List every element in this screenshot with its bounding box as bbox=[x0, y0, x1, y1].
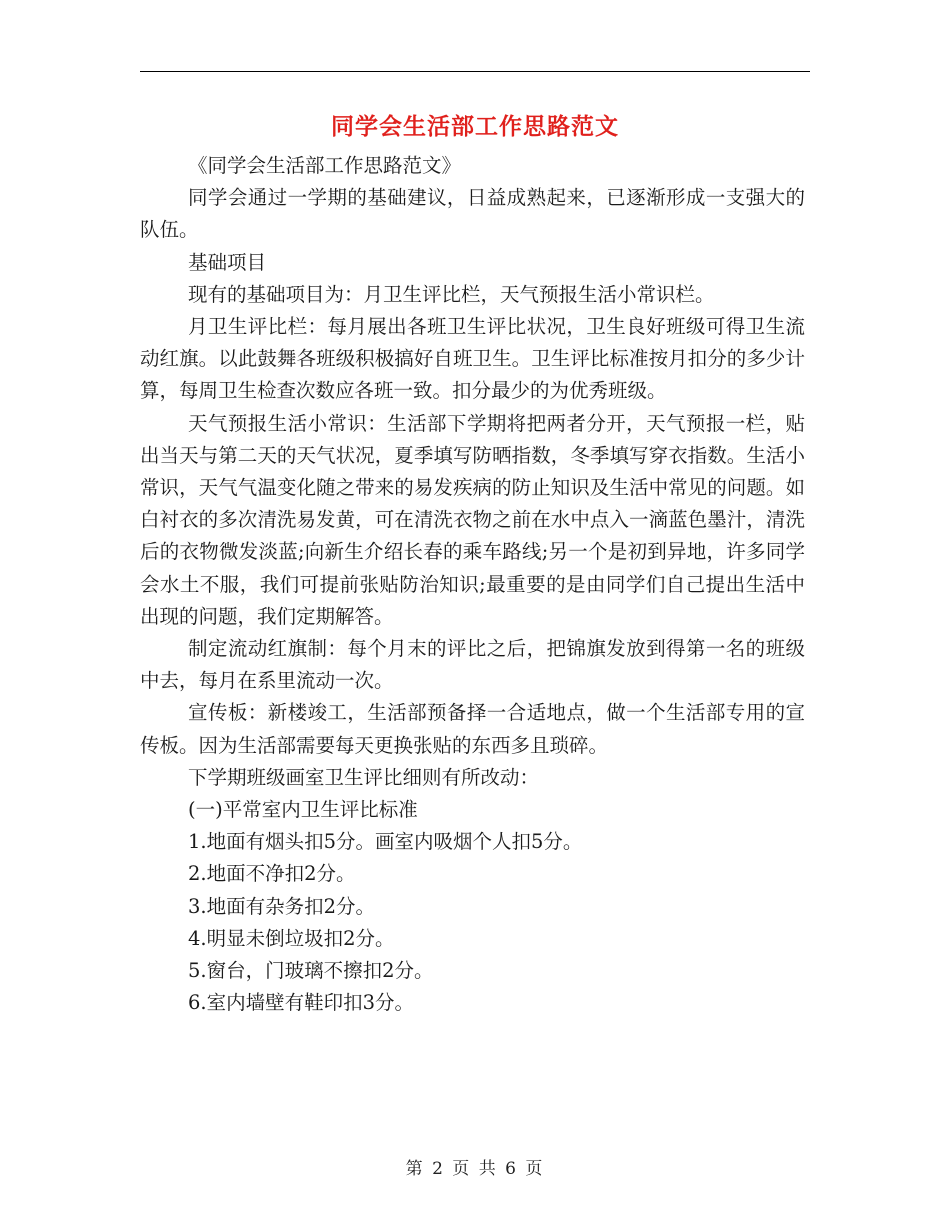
list-item: 5.窗台，门玻璃不擦扣2分。 bbox=[188, 959, 434, 983]
paragraph: 《同学会生活部工作思路范文》 bbox=[188, 154, 462, 177]
list-item: 1.地面有烟头扣5分。画室内吸烟个人扣5分。 bbox=[188, 830, 583, 854]
document-title: 同学会生活部工作思路范文 bbox=[331, 114, 619, 140]
paragraph: 月卫生评比栏：每月展出各班卫生评比状况，卫生良好班级可得卫生流动红旗。以此鼓舞各班级积极搞好自班卫生。卫生评比标准按月扣分的多少计算，每周卫生检查次数应各班一致。扣分最少的为优秀班级。 bbox=[140, 315, 805, 403]
paragraph: 制定流动红旗制：每个月末的评比之后，把锦旗发放到得第一名的班级中去，每月在系里流动一次。 bbox=[140, 637, 805, 693]
paragraph: 同学会通过一学期的基础建议，日益成熟起来，已逐渐形成一支强大的队伍。 bbox=[140, 186, 805, 242]
section-heading: 基础项目 bbox=[188, 250, 267, 274]
list-heading: (一)平常室内卫生评比标准 bbox=[188, 798, 418, 822]
page-number-footer: 第 2 页 共 6 页 bbox=[405, 1159, 545, 1179]
paragraph: 宣传板：新楼竣工，生活部预备择一合适地点，做一个生活部专用的宣传板。因为生活部需要每天更换张贴的东西多且琐碎。 bbox=[140, 701, 805, 757]
list-item: 6.室内墙壁有鞋印扣3分。 bbox=[188, 991, 415, 1015]
list-item: 4.明显未倒垃圾扣2分。 bbox=[188, 926, 395, 950]
list-item: 3.地面有杂务扣2分。 bbox=[188, 894, 376, 918]
list-item: 2.地面不净扣2分。 bbox=[188, 862, 356, 886]
paragraph: 下学期班级画室卫生评比细则有所改动： bbox=[188, 765, 540, 789]
header-rule bbox=[140, 71, 810, 72]
paragraph: 天气预报生活小常识：生活部下学期将把两者分开，天气预报一栏，贴出当天与第二天的天气状况，夏季填写防晒指数，冬季填写穿衣指数。生活小常识，天气气温变化随之带来的易发疾病的防止知识及生活中常见的问题。如白衬衣的多次清洗易发黄，可在清洗衣物之前在水中点入一滴蓝色墨汁，清洗后的衣物微发淡蓝;向新生介绍长春的乘车路线;另一个是初到异地，许多同学会水土不服，我们可提前张贴防治知识;最重要的是由同学们自己提出生活中出现的问题，我们定期解答。 bbox=[140, 411, 805, 628]
paragraph: 现有的基础项目为：月卫生评比栏，天气预报生活小常识栏。 bbox=[188, 282, 715, 306]
document-body bbox=[140, 150, 805, 1019]
